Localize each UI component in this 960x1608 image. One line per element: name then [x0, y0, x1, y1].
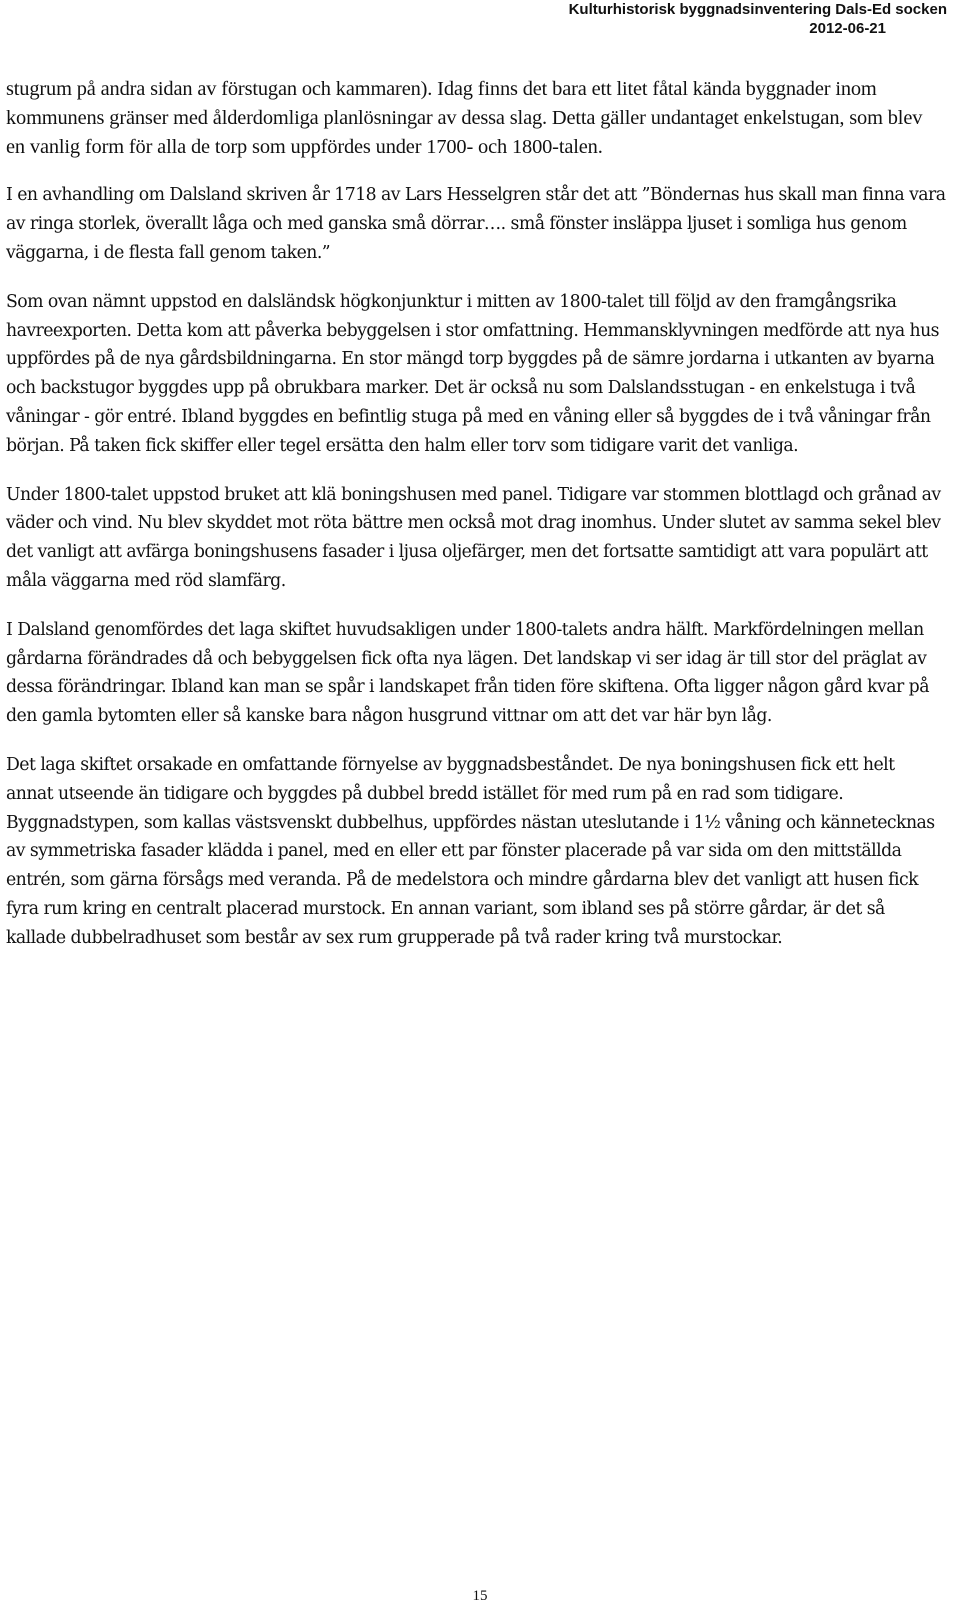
page-number: 15 — [472, 1588, 488, 1604]
page-header — [547, 0, 947, 38]
header-date: 2012-06-21 — [809, 20, 886, 37]
header-title: Kulturhistorisk byggnadsinventering Dals-Ed socken — [568, 1, 947, 18]
paragraph-3: Som ovan nämnt uppstod en dalsländsk högkonjunktur i mitten av 1800-talet till följd av den framgångsrika havreexporten. Detta kom att påverka bebyggelsen i stor omfattning. Hemmansklyvningen medförde att nya hus uppfördes på de nya gårdsbildningarna. En stor mängd torp byggdes på de sämre jordarna i utkanten av byarna och backstugor byggdes upp på obrukbara marker. Det är också nu som Dalslandsstugan - en enkelstuga i två våningar - gör entré. Ibland byggdes en befintlig stuga på med en våning eller så byggdes de i två våningar från början. På taken fick skiffer eller tegel ersätta den halm eller torv som tidigare varit det vanliga. — [6, 291, 940, 456]
paragraph-4: Under 1800-talet uppstod bruket att klä boningshusen med panel. Tidigare var stommen blottlagd och grånad av väder och vind. Nu blev skyddet mot röta bättre men också mot drag inomhus. Under slutet av samma sekel blev det vanligt att avfärga boningshusens fasader i ljusa oljefärger, men det fortsatte samtidigt att vara populärt att måla väggarna med röd slamfärg. — [6, 484, 941, 591]
paragraph-6: Det laga skiftet orsakade en omfattande förnyelse av byggnadsbeståndet. De nya boningshusen fick ett helt annat utseende än tidigare och byggdes på dubbel bredd istället för med rum på en rad som tidigare. Byggnadstypen, som kallas västsvenskt dubbelhus, uppfördes nästan uteslutande i 1½ våning och kännetecknas av symmetriska fasader klädda i panel, med en eller ett par fönster placerade på var sida om den mittställda entrén, som gärna försågs med veranda. På de medelstora och mindre gårdarna blev det vanligt att husen fick fyra rum kring en centralt placerad murstock. En annan variant, som ibland ses på större gårdar, är det så kallade dubbelradhuset som består av sex rum grupperade på två rader kring två murstockar. — [6, 754, 935, 948]
paragraph-5: I Dalsland genomfördes det laga skiftet huvudsakligen under 1800-talets andra hälft. Markfördelningen mellan gårdarna förändrades då och bebyggelsen fick ofta nya lägen. Det landskap vi ser idag är till stor del präglat av dessa förändringar. Ibland kan man se spår i landskapet från tiden före skiftena. Ofta ligger någon gård kvar på den gamla bytomten eller så kanske bara någon husgrund vittnar om att det var här byn låg. — [6, 619, 929, 727]
paragraph-2: I en avhandling om Dalsland skriven år 1718 av Lars Hesselgren står det att ”Böndernas hus skall man finna vara av ringa storlek, överallt låga och med ganska små dörrar…. små fönster insläppa ljuset i somliga hus genom väggarna, i de flesta fall genom taken.” — [6, 185, 946, 263]
paragraph-1: stugrum på andra sidan av förstugan och kammaren). Idag finns det bara ett litet fåtal kända byggnader inom kommunens gränser med ålderdomliga planlösningar av dessa slag. Detta gäller undantaget enkelstugan, som blev en vanlig form för alla de torp som uppfördes under 1700- och 1800-talen. — [6, 78, 923, 158]
document-body — [6, 75, 946, 973]
